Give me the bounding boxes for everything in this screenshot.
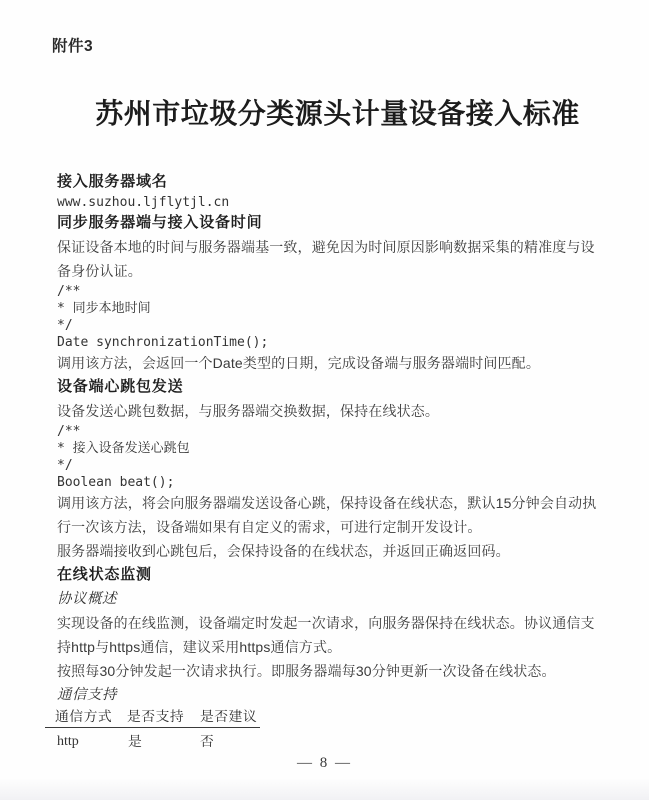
table-cell: 是 — [128, 734, 142, 749]
paragraph-line: 服务器端接收到心跳包后，会保持设备的在线状态，并返回正确返回码。 — [57, 543, 510, 559]
paragraph-line: 备身份认证。 — [57, 263, 142, 279]
code-line: */ — [57, 318, 73, 333]
paragraph-line: 行一次该方法，设备端如果有自定义的需求，可进行定制开发设计。 — [57, 519, 482, 535]
subsection-heading: 协议概述 — [57, 591, 117, 607]
page-bottom-shadow — [0, 778, 649, 800]
section-heading: 在线状态监测 — [57, 566, 152, 583]
code-line: /** — [57, 424, 81, 439]
table-header-row — [45, 707, 260, 728]
document-body — [57, 170, 617, 756]
document-title: 苏州市垃圾分类源头计量设备接入标准 — [95, 99, 580, 130]
table-row — [45, 728, 617, 756]
subsection-heading: 通信支持 — [57, 687, 117, 703]
section-heading: 设备端心跳包发送 — [57, 378, 184, 395]
table-header-cell: 是否支持 — [127, 709, 185, 724]
table-header-cell: 通信方式 — [55, 709, 113, 724]
paragraph-line: 保证设备本地的时间与服务器端基一致，避免因为时间原因影响数据采集的精准度与设 — [57, 239, 595, 255]
attachment-label: 附件3 — [52, 38, 94, 55]
code-line: Boolean beat(); — [57, 475, 175, 490]
paragraph-line: 持http与https通信，建议采用https通信方式。 — [57, 639, 342, 655]
code-line: */ — [57, 458, 73, 473]
code-line: * 接入设备发送心跳包 — [57, 441, 190, 456]
communication-support-table — [45, 707, 617, 756]
code-line: www.suzhou.ljflytjl.cn — [57, 195, 230, 210]
page-number: — 8 — — [297, 755, 352, 771]
paragraph-line: 设备发送心跳包数据，与服务器端交换数据，保持在线状态。 — [57, 403, 440, 419]
code-line: Date synchronizationTime(); — [57, 335, 269, 350]
paragraph-line: 调用该方法，将会向服务器端发送设备心跳，保持设备在线状态，默认15分钟会自动执 — [57, 495, 597, 511]
code-line: * 同步本地时间 — [57, 301, 151, 316]
paragraph-line: 实现设备的在线监测，设备端定时发起一次请求，向服务器保持在线状态。协议通信支 — [57, 615, 595, 631]
paragraph-line: 按照每30分钟发起一次请求执行。即服务器端每30分钟更新一次设备在线状态。 — [57, 663, 556, 679]
section-heading: 接入服务器域名 — [57, 173, 168, 190]
table-cell: http — [57, 734, 79, 749]
table-header-cell: 是否建议 — [200, 709, 258, 724]
paragraph-line: 调用该方法，会返回一个Date类型的日期，完成设备端与服务器端时间匹配。 — [57, 355, 540, 371]
table-cell: 否 — [200, 734, 214, 749]
code-line: /** — [57, 284, 81, 299]
section-heading: 同步服务器端与接入设备时间 — [57, 214, 263, 231]
